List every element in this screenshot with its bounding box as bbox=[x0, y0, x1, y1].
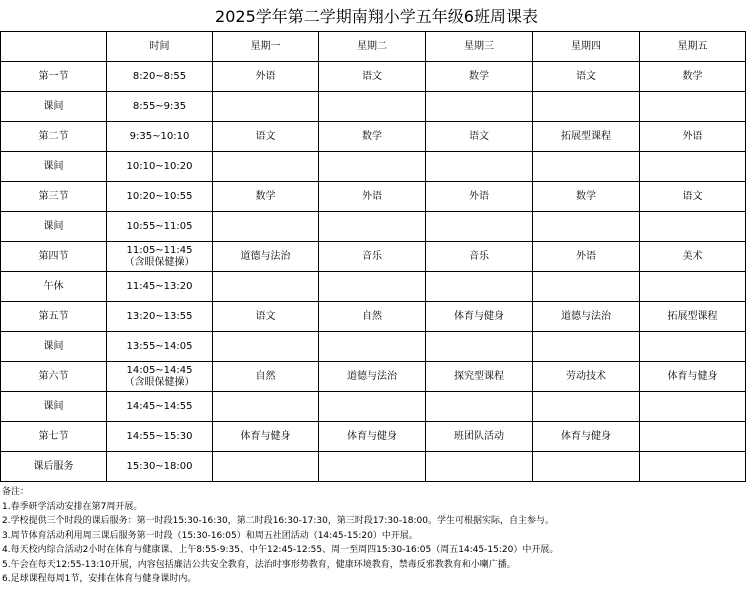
table-row bbox=[1, 392, 746, 422]
subject-cell: 外语 bbox=[213, 62, 319, 92]
time-cell bbox=[107, 422, 213, 452]
time-cell bbox=[107, 92, 213, 122]
header-cell-friday: 星期五 bbox=[640, 32, 746, 62]
subject-cell bbox=[426, 452, 533, 482]
subject-cell: 数学 bbox=[319, 122, 426, 152]
table-row bbox=[1, 62, 746, 92]
subject-cell: 美术 bbox=[640, 242, 746, 272]
subject-cell bbox=[640, 422, 746, 452]
period-cell: 第六节 bbox=[1, 362, 107, 392]
subject-cell bbox=[533, 92, 640, 122]
subject-cell bbox=[640, 272, 746, 302]
subject-cell bbox=[319, 452, 426, 482]
note-item: 4.每天校内综合活动2小时在体育与健康课、上午8:55-9:35、中午12:45-12:55、周一至周四15:30-16:05（周五14:45-15:20）中开展。 bbox=[2, 545, 559, 555]
period-cell: 课间 bbox=[1, 152, 107, 182]
period-cell: 第五节 bbox=[1, 302, 107, 332]
notes-section bbox=[2, 485, 747, 587]
period-cell: 课间 bbox=[1, 92, 107, 122]
subject-cell bbox=[533, 452, 640, 482]
subject-cell bbox=[213, 92, 319, 122]
subject-cell bbox=[640, 452, 746, 482]
time-cell bbox=[107, 152, 213, 182]
table-row bbox=[1, 362, 746, 392]
period-cell: 第一节 bbox=[1, 62, 107, 92]
subject-cell: 外语 bbox=[533, 242, 640, 272]
subject-cell: 道德与法治 bbox=[533, 302, 640, 332]
time-line: （含眼保健操） bbox=[124, 376, 195, 388]
subject-cell bbox=[319, 152, 426, 182]
time-line: 10:20~10:55 bbox=[126, 190, 193, 202]
subject-cell bbox=[640, 152, 746, 182]
header-cell-thursday: 星期四 bbox=[533, 32, 640, 62]
subject-cell bbox=[426, 152, 533, 182]
time-cell bbox=[107, 62, 213, 92]
subject-cell: 道德与法治 bbox=[213, 242, 319, 272]
schedule-table bbox=[0, 31, 746, 482]
time-line: 10:55~11:05 bbox=[126, 220, 193, 232]
subject-cell bbox=[533, 392, 640, 422]
table-row bbox=[1, 452, 746, 482]
subject-cell: 体育与健身 bbox=[319, 422, 426, 452]
time-line: 8:55~9:35 bbox=[132, 100, 187, 112]
table-row bbox=[1, 332, 746, 362]
subject-cell: 体育与健身 bbox=[533, 422, 640, 452]
subject-cell: 数学 bbox=[426, 62, 533, 92]
notes-label: 备注： bbox=[2, 487, 30, 497]
note-item: 1.春季研学活动安排在第7周开展。 bbox=[2, 501, 143, 512]
table-row bbox=[1, 212, 746, 242]
subject-cell bbox=[213, 332, 319, 362]
subject-cell: 数学 bbox=[533, 182, 640, 212]
time-cell bbox=[107, 332, 213, 362]
header-row bbox=[1, 32, 746, 62]
subject-cell bbox=[319, 272, 426, 302]
subject-cell: 语文 bbox=[319, 62, 426, 92]
subject-cell: 外语 bbox=[426, 182, 533, 212]
period-cell: 课间 bbox=[1, 392, 107, 422]
subject-cell: 拓展型课程 bbox=[533, 122, 640, 152]
time-line: 13:20~13:55 bbox=[126, 310, 193, 322]
table-row bbox=[1, 92, 746, 122]
time-line: 10:10~10:20 bbox=[126, 160, 193, 172]
note-item: 2.学校提供三个时段的课后服务：第一时段15:30-16:30，第二时段16:30-17:30，第三时段17:30-18:00。学生可根据实际，自主参与。 bbox=[2, 516, 554, 526]
table-row bbox=[1, 152, 746, 182]
table-row bbox=[1, 272, 746, 302]
subject-cell: 劳动技术 bbox=[533, 362, 640, 392]
header-cell-time: 时间 bbox=[107, 32, 213, 62]
subject-cell: 语文 bbox=[213, 302, 319, 332]
subject-cell: 外语 bbox=[640, 122, 746, 152]
table-row bbox=[1, 182, 746, 212]
time-line: 14:55~15:30 bbox=[126, 430, 193, 442]
time-line: 8:20~8:55 bbox=[132, 70, 187, 82]
period-cell: 第四节 bbox=[1, 242, 107, 272]
subject-cell bbox=[426, 92, 533, 122]
subject-cell bbox=[533, 152, 640, 182]
subject-cell: 探究型课程 bbox=[426, 362, 533, 392]
notes-list bbox=[2, 500, 747, 587]
table-row bbox=[1, 302, 746, 332]
subject-cell bbox=[213, 272, 319, 302]
time-cell bbox=[107, 122, 213, 152]
subject-cell: 语文 bbox=[213, 122, 319, 152]
subject-cell bbox=[640, 392, 746, 422]
time-line: （含眼保健操） bbox=[124, 256, 195, 268]
header-cell-wednesday: 星期三 bbox=[426, 32, 533, 62]
subject-cell: 自然 bbox=[213, 362, 319, 392]
subject-cell bbox=[533, 272, 640, 302]
subject-cell bbox=[533, 332, 640, 362]
note-item: 3.周节体育活动利用周三课后服务第一时段（15:30-16:05）和周五社团活动（14:45-15:20）中开展。 bbox=[2, 530, 418, 541]
subject-cell bbox=[640, 92, 746, 122]
subject-cell: 语文 bbox=[426, 122, 533, 152]
time-cell bbox=[107, 392, 213, 422]
time-cell bbox=[107, 452, 213, 482]
subject-cell: 音乐 bbox=[319, 242, 426, 272]
subject-cell bbox=[426, 212, 533, 242]
subject-cell: 拓展型课程 bbox=[640, 302, 746, 332]
time-cell bbox=[107, 302, 213, 332]
time-line: 14:05~14:45 bbox=[126, 364, 193, 376]
time-cell bbox=[107, 362, 213, 392]
subject-cell bbox=[319, 92, 426, 122]
note-item: 5.午会在每天12:55-13:10开展，内容包括廉洁公共安全教育，法治时事形势教育，健康环境教育，禁毒反邪教教育和小喇广播。 bbox=[2, 559, 516, 570]
period-cell: 课间 bbox=[1, 212, 107, 242]
subject-cell bbox=[426, 392, 533, 422]
header-cell-tuesday: 星期二 bbox=[319, 32, 426, 62]
time-line: 11:05~11:45 bbox=[126, 244, 193, 256]
period-cell: 第三节 bbox=[1, 182, 107, 212]
subject-cell: 语文 bbox=[533, 62, 640, 92]
subject-cell bbox=[213, 152, 319, 182]
subject-cell bbox=[213, 212, 319, 242]
subject-cell bbox=[640, 332, 746, 362]
subject-cell bbox=[319, 392, 426, 422]
table-row bbox=[1, 242, 746, 272]
subject-cell bbox=[319, 212, 426, 242]
time-cell bbox=[107, 242, 213, 272]
period-cell: 第七节 bbox=[1, 422, 107, 452]
time-cell bbox=[107, 212, 213, 242]
subject-cell: 体育与健身 bbox=[640, 362, 746, 392]
subject-cell: 音乐 bbox=[426, 242, 533, 272]
note-item: 6.足球课程每周1节，安排在体育与健身课时内。 bbox=[2, 574, 197, 584]
period-cell: 午休 bbox=[1, 272, 107, 302]
time-line: 11:45~13:20 bbox=[126, 280, 193, 292]
subject-cell: 数学 bbox=[213, 182, 319, 212]
subject-cell: 自然 bbox=[319, 302, 426, 332]
time-cell bbox=[107, 272, 213, 302]
subject-cell bbox=[640, 212, 746, 242]
subject-cell: 体育与健身 bbox=[426, 302, 533, 332]
table-row bbox=[1, 122, 746, 152]
time-line: 14:45~14:55 bbox=[126, 400, 193, 412]
time-line: 9:35~10:10 bbox=[129, 130, 190, 142]
period-cell: 第二节 bbox=[1, 122, 107, 152]
subject-cell bbox=[213, 392, 319, 422]
table-row bbox=[1, 422, 746, 452]
subject-cell: 数学 bbox=[640, 62, 746, 92]
period-cell: 课后服务 bbox=[1, 452, 107, 482]
period-cell: 课间 bbox=[1, 332, 107, 362]
subject-cell bbox=[426, 272, 533, 302]
time-cell bbox=[107, 182, 213, 212]
subject-cell bbox=[213, 452, 319, 482]
subject-cell: 语文 bbox=[640, 182, 746, 212]
subject-cell bbox=[319, 332, 426, 362]
subject-cell: 外语 bbox=[319, 182, 426, 212]
subject-cell: 体育与健身 bbox=[213, 422, 319, 452]
subject-cell: 班团队活动 bbox=[426, 422, 533, 452]
page-title: 2025学年第二学期南翔小学五年级6班周课表 bbox=[215, 7, 538, 26]
subject-cell bbox=[533, 212, 640, 242]
time-line: 13:55~14:05 bbox=[126, 340, 193, 352]
subject-cell bbox=[426, 332, 533, 362]
header-cell bbox=[1, 32, 107, 62]
time-line: 15:30~18:00 bbox=[126, 460, 193, 472]
subject-cell: 道德与法治 bbox=[319, 362, 426, 392]
header-cell-monday: 星期一 bbox=[213, 32, 319, 62]
